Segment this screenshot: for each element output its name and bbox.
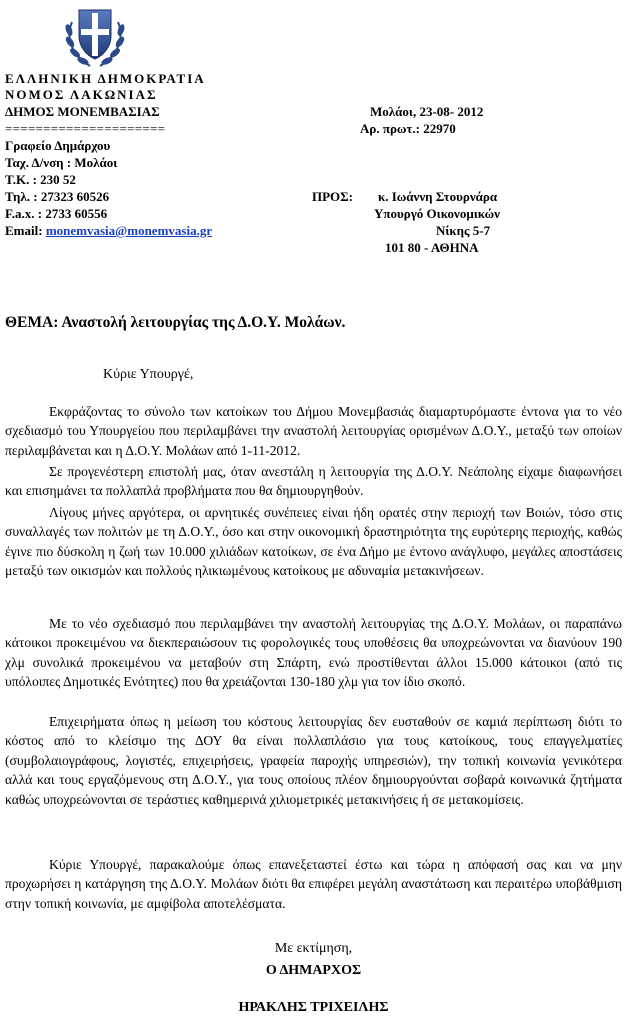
email-line [5, 222, 212, 240]
recipient-street: Νίκης 5-7 [436, 223, 491, 238]
prefecture-heading: ΝΟΜΟΣ ΛΑΚΩΝΙΑΣ [5, 87, 158, 102]
recipient-to-label: ΠΡΟΣ: [312, 189, 353, 204]
letter-subject: ΘΕΜΑ: Αναστολή λειτουργίας της Δ.Ο.Υ. Μολάων. [5, 314, 346, 331]
office-name: Γραφείο Δημάρχου [5, 138, 111, 153]
greek-coat-of-arms-icon [62, 2, 128, 70]
body-paragraph: Σε προγενέστερη επιστολή μας, όταν ανεστάλη η λειτουργία της Δ.Ο.Υ. Νεάπολης είχαμε διαφωνήσει και επισημάνει τα πολλαπλά προβλήματα που θα δημιουργηθούν. [5, 464, 622, 499]
body-paragraph: Κύριε Υπουργέ, παρακαλούμε όπως επανεξεταστεί έστω και τώρα η απόφασή σας και να μην προχωρήσει η κατάργηση της Δ.Ο.Υ. Μολάων διότι θα επιφέρει μεγάλη αναστάτωση και περαιτέρω υποβάθμιση στην τοπική κοινωνία, με αμφίβολα αποτελέσματα. [5, 857, 622, 911]
place-date: Μολάοι, 23-08- 2012 [370, 104, 484, 119]
country-heading: ΕΛΛΗΝΙΚΗ ΔΗΜΟΚΡΑΤΙΑ [5, 71, 206, 86]
body-paragraph: Με το νέο σχεδιασμό που περιλαμβάνει την αναστολή λειτουργίας της Δ.Ο.Υ. Μολάων, οι παραπάνω κάτοικοι προκειμένου να διεκπεραιώσουν τις φορολογικές τους υποθέσεις θα υποχρεώνονται να διανύουν 190 χλμ συνολικά προκειμένου να μεταβούν στη Σπάρτη, ενώ προστίθενται άλλοι 15.000 κάτοικοι (από τις υπόλοιπες Δημοτικές Ενότητες) που θα χρειάζονται 130-180 χλμ για τον ίδιο σκοπό. [5, 616, 622, 690]
recipient-name: κ. Ιωάννη Στουρνάρα [378, 189, 498, 204]
closing-role: Ο ΔΗΜΑΡΧΟΣ [265, 963, 362, 978]
salutation: Κύριε Υπουργέ, [103, 367, 194, 382]
phone-number: Τηλ. : 27323 60526 [5, 189, 110, 204]
email-link[interactable]: monemvasia@monemvasia.gr [45, 223, 213, 238]
body-paragraph: Επιχειρήματα όπως η μείωση του κόστους λειτουργίας δεν ευσταθούν σε καμιά περίπτωση διότι το κόστος από το κλείσιμο της ΔΟΥ θα είναι πολλαπλάσιο για τους κατοίκους, τους επαγγελματίες (συμβολαιογράφους, λογιστές, επιχειρήσεις, γραφεία παροχής υπηρεσιών), την τοπική κοινωνία γενικότερα αλλά και τους εργαζόμενους στη Δ.Ο.Υ., για τους οποίους πλέον δημιουργούνται σοβαρά κοινωνικά ζητήματα καθώς υποχρεώνονται σε τεράστιες καθημερινά χιλιομετρικές μετακινήσεις ή σε μετακομίσεις. [5, 714, 622, 807]
recipient-title: Υπουργό Οικονομικών [374, 206, 500, 221]
email-label: Email: [5, 223, 43, 238]
recipient-city: 101 80 - ΑΘΗΝΑ [385, 240, 479, 255]
header-separator: ===================== [5, 121, 166, 136]
body-paragraph: Εκφράζοντας το σύνολο των κατοίκων του Δήμου Μονεμβασιάς διαμαρτυρόμαστε έντονα για το νέο σχεδιασμό του Υπουργείου που περιλαμβάνει την αναστολή λειτουργίας ορισμένων Δ.Ο.Υ., μεταξύ των οποίων περιλαμβάνεται και η Δ.Ο.Υ. Μολάων από 1-11-2012. [5, 404, 622, 458]
closing-regards: Με εκτίμηση, [274, 941, 353, 956]
municipality-heading: ΔΗΜΟΣ ΜΟΝΕΜΒΑΣΙΑΣ [5, 104, 160, 119]
protocol-number: Αρ. πρωτ.: 22970 [360, 121, 456, 136]
postal-address: Ταχ. Δ/νση : Μολάοι [5, 155, 118, 170]
postal-code: Τ.Κ. : 230 52 [5, 172, 76, 187]
body-paragraph: Λίγους μήνες αργότερα, οι αρνητικές συνέπειες είναι ήδη ορατές στην περιοχή των Βοιών, τόσο στις συναλλαγές των πολιτών με τη Δ.Ο.Υ., όσο και στην οικονομική δραστηριότητα της ευρύτερης περιοχής, καθώς έγινε πιο δύσκολη η ζωή των 10.000 χιλιάδων κατοίκων, σε ένα Δήμο με έντονο ανάγλυφο, μεγάλες αποστάσεις μεταξύ των οικισμών και πολλούς ηλικιωμένους κατοίκους με αδυναμία μετακινήσεων. [5, 505, 622, 579]
fax-number: F.a.x. : 2733 60556 [5, 206, 108, 221]
signatory-name: ΗΡΑΚΛΗΣ ΤΡΙΧΕΙΛΗΣ [238, 1000, 389, 1015]
